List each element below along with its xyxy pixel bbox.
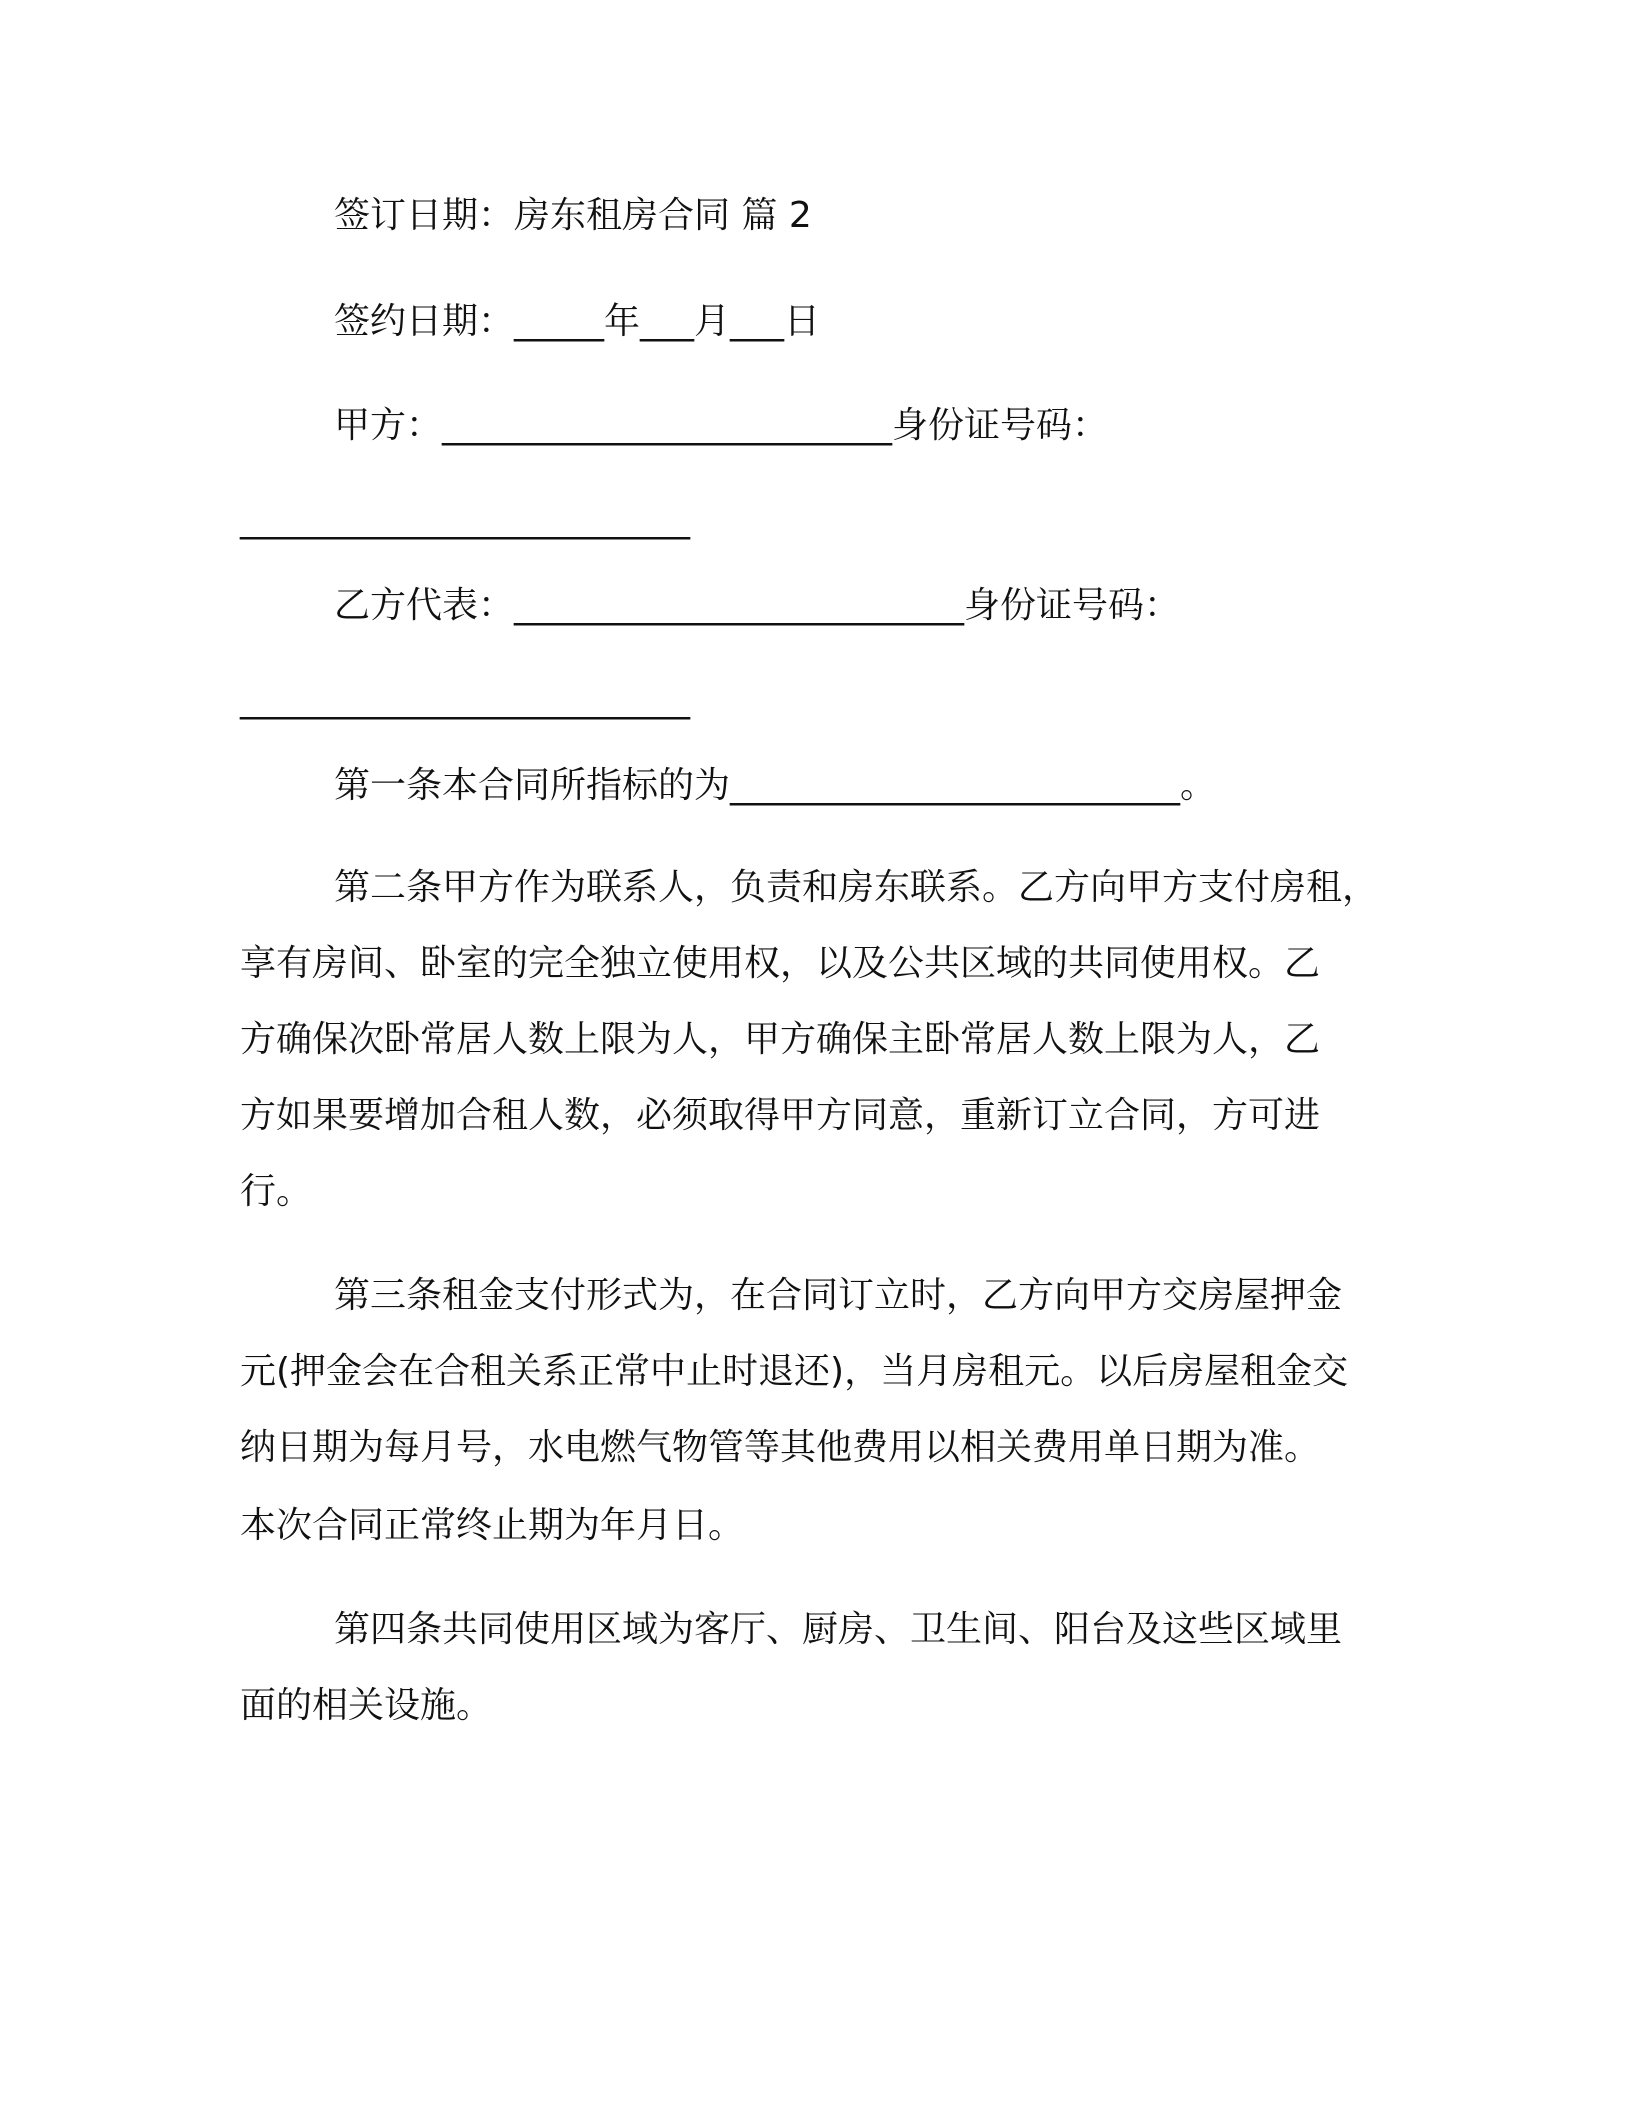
article-3-line: 纳日期为每月号，水电燃气物管等其他费用以相关费用单日期为准。 [240,1427,1321,1468]
article-3-line: 元(押金会在合租关系正常中止时退还)，当月房租元。以后房屋租金交 [240,1351,1349,1392]
article-2-line: 享有房间、卧室的完全独立使用权，以及公共区域的共同使用权。乙 [240,943,1321,984]
party-a-id-blank: _________________________ [240,499,690,540]
party-a-line: 甲方：_________________________身份证号码： [334,405,1109,446]
article-2-line: 方确保次卧常居人数上限为人，甲方确保主卧常居人数上限为人，乙 [240,1019,1321,1060]
heading-line: 签订日期：房东租房合同 篇 2 [334,195,812,236]
article-2-line: 方如果要增加合租人数，必须取得甲方同意，重新订立合同，方可进 [240,1095,1321,1136]
article-3-line: 第三条租金支付形式为，在合同订立时，乙方向甲方交房屋押金 [334,1275,1343,1316]
article-1: 第一条本合同所指标的为_________________________。 [334,765,1217,806]
article-3-line: 本次合同正常终止期为年月日。 [240,1505,745,1546]
article-4-line: 第四条共同使用区域为客厅、厨房、卫生间、阳台及这些区域里 [334,1609,1343,1650]
party-b-line: 乙方代表：_________________________身份证号码： [334,585,1181,626]
article-2-line: 行。 [240,1171,313,1212]
article-4-line: 面的相关设施。 [240,1685,493,1726]
article-2-line: 第二条甲方作为联系人，负责和房东联系。乙方向甲方支付房租， [334,867,1379,908]
party-b-id-blank: _________________________ [240,679,690,720]
sign-date-line: 签约日期：_____年___月___日 [334,301,821,342]
